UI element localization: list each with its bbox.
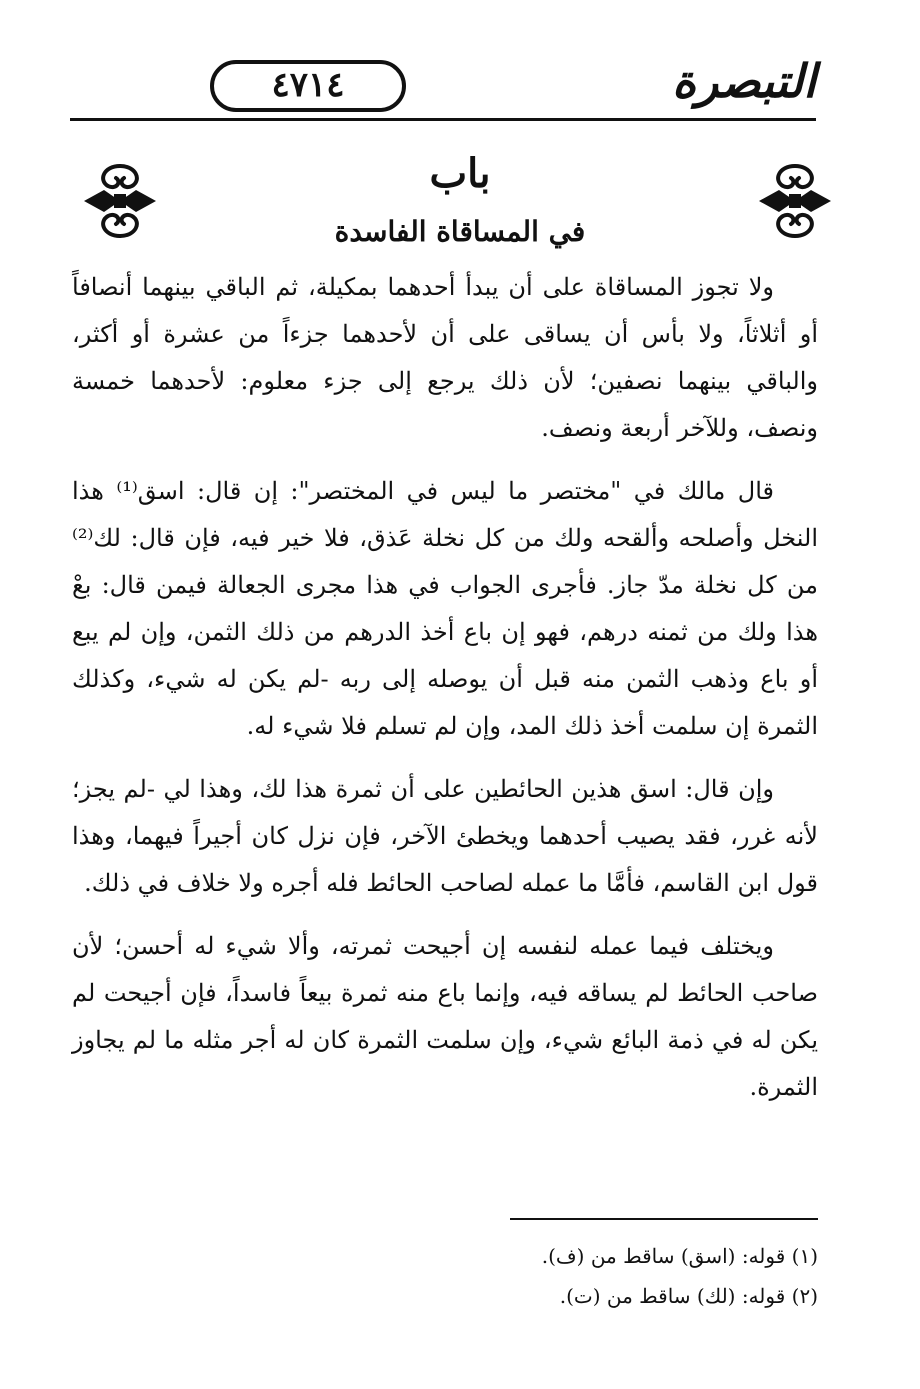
- footnote: (١) قوله: (اسق) ساقط من (ف).: [541, 1244, 818, 1268]
- page-number: ٤٧١٤: [271, 65, 345, 105]
- header-rule: [70, 118, 816, 121]
- book-title: التبصرة: [672, 54, 816, 108]
- ornament-right-icon: [755, 160, 835, 242]
- chapter-subtitle: في المساقاة الفاسدة: [334, 215, 586, 248]
- paragraph: قال مالك في "مختصر ما ليس في المختصر": إن قال: اسق⁽¹⁾ هذا النخل وأصلحه وألقحه ولك من كل نخلة عَذق، فلا خير فيه، فإن قال: لك⁽²⁾ من كل نخلة مدّ جاز. فأجرى الجواب في هذا مجرى الجعالة فيمن قال: بعْ هذا ولك من ثمنه درهم، فهو إن باع أخذ الدرهم من ذلك الثمن، وإن لم يبع أو باع وذهب الثمن منه قبل أن يوصله إلى ربه -لم يكن له شيء، وكذلك الثمرة إن سلمت أخذ ذلك المد، وإن لم تسلم فلا شيء له.: [72, 477, 818, 740]
- page-header: [70, 46, 816, 126]
- ornament-left-icon: [80, 160, 160, 242]
- footnote: (٢) قوله: (لك) ساقط من (ت).: [559, 1284, 818, 1308]
- footnotes: [300, 1236, 818, 1316]
- chapter-title: باب: [429, 150, 491, 197]
- paragraph: ولا تجوز المساقاة على أن يبدأ أحدهما بمكيلة، ثم الباقي بينهما أنصافاً أو أثلاثاً، ولا بأس أن يساقى على أن لأحدهما جزءاً من عشرة أو أكثر، والباقي بينهما نصفين؛ لأن ذلك يرجع إلى جزء معلوم: لأحدهما خمسة ونصف، وللآخر أربعة ونصف.: [72, 273, 819, 442]
- footnote-rule: [510, 1218, 818, 1220]
- main-text: [72, 264, 818, 1127]
- paragraph: ويختلف فيما عمله لنفسه إن أجيحت ثمرته، وألا شيء له أحسن؛ لأن صاحب الحائط لم يساقه فيه، وإنما باع منه ثمرة بيعاً فاسداً، فإن أجيحت لم يكن له في ذمة البائع شيء، وإن سلمت الثمرة كان له أجر مثله ما لم يجاوز الثمرة.: [72, 932, 818, 1101]
- paragraph: وإن قال: اسق هذين الحائطين على أن ثمرة هذا لك، وهذا لي -لم يجز؛ لأنه غرر، فقد يصيب أحدهما ويخطئ الآخر، فإن نزل كان أجيراً فيهما، وهذا قول ابن القاسم، فأمَّا ما عمله لصاحب الحائط فله أجره ولا خلاف في ذلك.: [72, 775, 818, 897]
